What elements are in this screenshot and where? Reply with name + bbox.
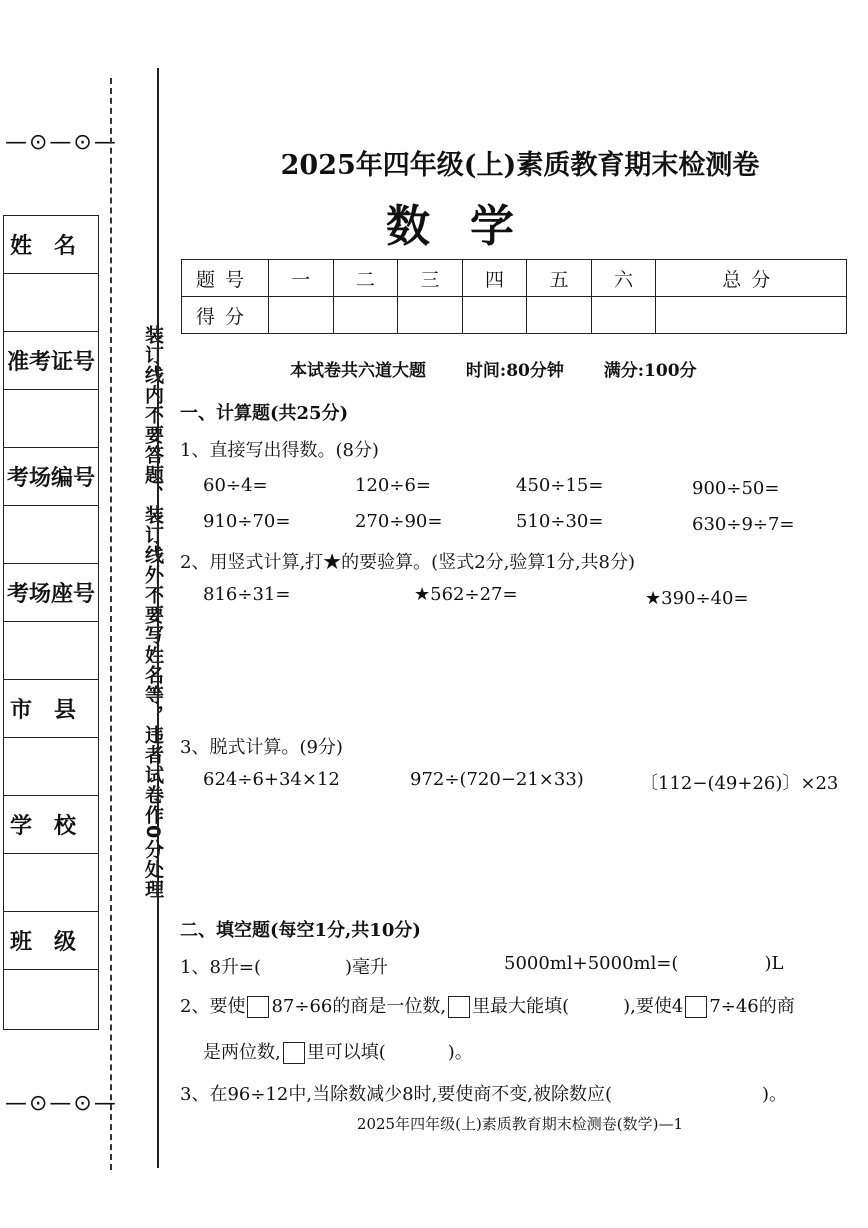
score-col-6: 六	[591, 260, 656, 297]
exam-id-field[interactable]	[4, 390, 98, 448]
q1-item: 630÷9÷7=	[692, 514, 795, 535]
q2-item: ★390÷40=	[645, 588, 749, 609]
score-cell[interactable]	[333, 297, 398, 334]
score-table-row-label: 题号	[182, 260, 269, 297]
digit-box[interactable]	[247, 996, 269, 1018]
score-col-4: 四	[462, 260, 527, 297]
binding-decoration-top: —⊙—⊙—	[5, 130, 118, 155]
class-field[interactable]	[4, 970, 98, 1028]
fill-q2-text-g: 里可以填(	[306, 1042, 386, 1063]
score-cell[interactable]	[269, 297, 334, 334]
q3-title: 3、脱式计算。(9分)	[180, 737, 343, 758]
q1-item: 120÷6=	[355, 475, 431, 496]
city-county-label: 市 县	[4, 680, 98, 738]
score-table	[181, 259, 847, 334]
name-label: 姓 名	[4, 216, 98, 274]
score-table-score-label: 得分	[182, 297, 269, 334]
question-count: 本试卷共六道大题	[290, 361, 426, 381]
q3-item: 624÷6+34×12	[203, 769, 340, 790]
fill-q2-text-a: 2、要使	[180, 996, 246, 1017]
fill-q1	[180, 953, 388, 979]
exam-id-label: 准考证号	[4, 332, 98, 390]
q1-item: 510÷30=	[516, 511, 604, 532]
subject-title: 数学	[386, 201, 554, 252]
fill-q3	[180, 1080, 787, 1106]
binding-decoration-bottom: —⊙—⊙—	[5, 1091, 118, 1116]
fill-q1-text-c: 5000ml+5000ml=(	[504, 953, 679, 974]
score-cell-total[interactable]	[656, 297, 847, 334]
score-col-1: 一	[269, 260, 334, 297]
exam-time: 时间:80分钟	[465, 361, 564, 381]
fill-q3-text-a: 3、在96÷12中,当除数减少8时,要使商不变,被除数应(	[180, 1084, 612, 1105]
q2-item: 816÷31=	[203, 584, 291, 605]
section1-title: 一、计算题(共25分)	[180, 403, 349, 424]
school-label: 学 校	[4, 796, 98, 854]
q1-item: 900÷50=	[692, 478, 780, 499]
class-label: 班 级	[4, 912, 98, 970]
binding-dashed-line	[110, 78, 112, 1170]
digit-box[interactable]	[448, 996, 470, 1018]
digit-box[interactable]	[685, 996, 707, 1018]
digit-box[interactable]	[283, 1042, 305, 1064]
exam-title: 2025年四年级(上)素质教育期末检测卷	[280, 150, 760, 181]
city-county-field[interactable]	[4, 738, 98, 796]
fill-q1-second	[504, 953, 783, 974]
q3-item: 972÷(720−21×33)	[410, 769, 584, 790]
binding-notice: 装订线内不要答题、装订线外不要写姓名等，违者试卷作0分处理	[142, 325, 164, 900]
score-cell[interactable]	[591, 297, 656, 334]
q2-title: 2、用竖式计算,打★的要验算。(竖式2分,验算1分,共8分)	[180, 552, 636, 573]
q3-item: 〔112−(49+26)〕×23	[640, 773, 839, 794]
score-cell[interactable]	[462, 297, 527, 334]
score-col-2: 二	[333, 260, 398, 297]
exam-info	[290, 356, 731, 381]
fill-q3-text-b: )。	[761, 1084, 788, 1105]
q1-item: 270÷90=	[355, 511, 443, 532]
score-cell[interactable]	[398, 297, 463, 334]
exam-room-label: 考场编号	[4, 448, 98, 506]
score-col-5: 五	[527, 260, 592, 297]
fill-q2-text-f: 是两位数,	[203, 1042, 281, 1063]
fill-q2-text-e: 7÷46的商	[709, 996, 795, 1017]
fill-q1-text-d: )L	[764, 953, 784, 974]
exam-room-field[interactable]	[4, 506, 98, 564]
fill-q2-cont	[203, 1038, 473, 1064]
q1-title: 1、直接写出得数。(8分)	[180, 440, 379, 461]
q1-item: 450÷15=	[516, 475, 604, 496]
student-info-box	[3, 215, 99, 1030]
school-field[interactable]	[4, 854, 98, 912]
fill-q1-text-a: 1、8升=(	[180, 957, 262, 978]
fill-q2	[180, 992, 795, 1018]
score-cell[interactable]	[527, 297, 592, 334]
seat-field[interactable]	[4, 622, 98, 680]
margin-divider	[157, 68, 159, 1168]
fill-q2-text-d: ),要使4	[623, 996, 684, 1017]
full-score: 满分:100分	[603, 361, 697, 381]
score-col-total: 总分	[656, 260, 847, 297]
section2-title: 二、填空题(每空1分,共10分)	[180, 920, 421, 941]
score-col-3: 三	[398, 260, 463, 297]
fill-q2-text-b: 87÷66的商是一位数,	[271, 996, 447, 1017]
name-field[interactable]	[4, 274, 98, 332]
seat-label: 考场座号	[4, 564, 98, 622]
q2-item: ★562÷27=	[414, 584, 518, 605]
page-footer: 2025年四年级(上)素质教育期末检测卷(数学)—1	[356, 1115, 684, 1133]
q1-item: 910÷70=	[203, 511, 291, 532]
q1-item: 60÷4=	[203, 475, 268, 496]
fill-q2-text-h: )。	[447, 1042, 473, 1063]
fill-q2-text-c: 里最大能填(	[472, 996, 570, 1017]
fill-q1-text-b: )毫升	[345, 957, 389, 978]
